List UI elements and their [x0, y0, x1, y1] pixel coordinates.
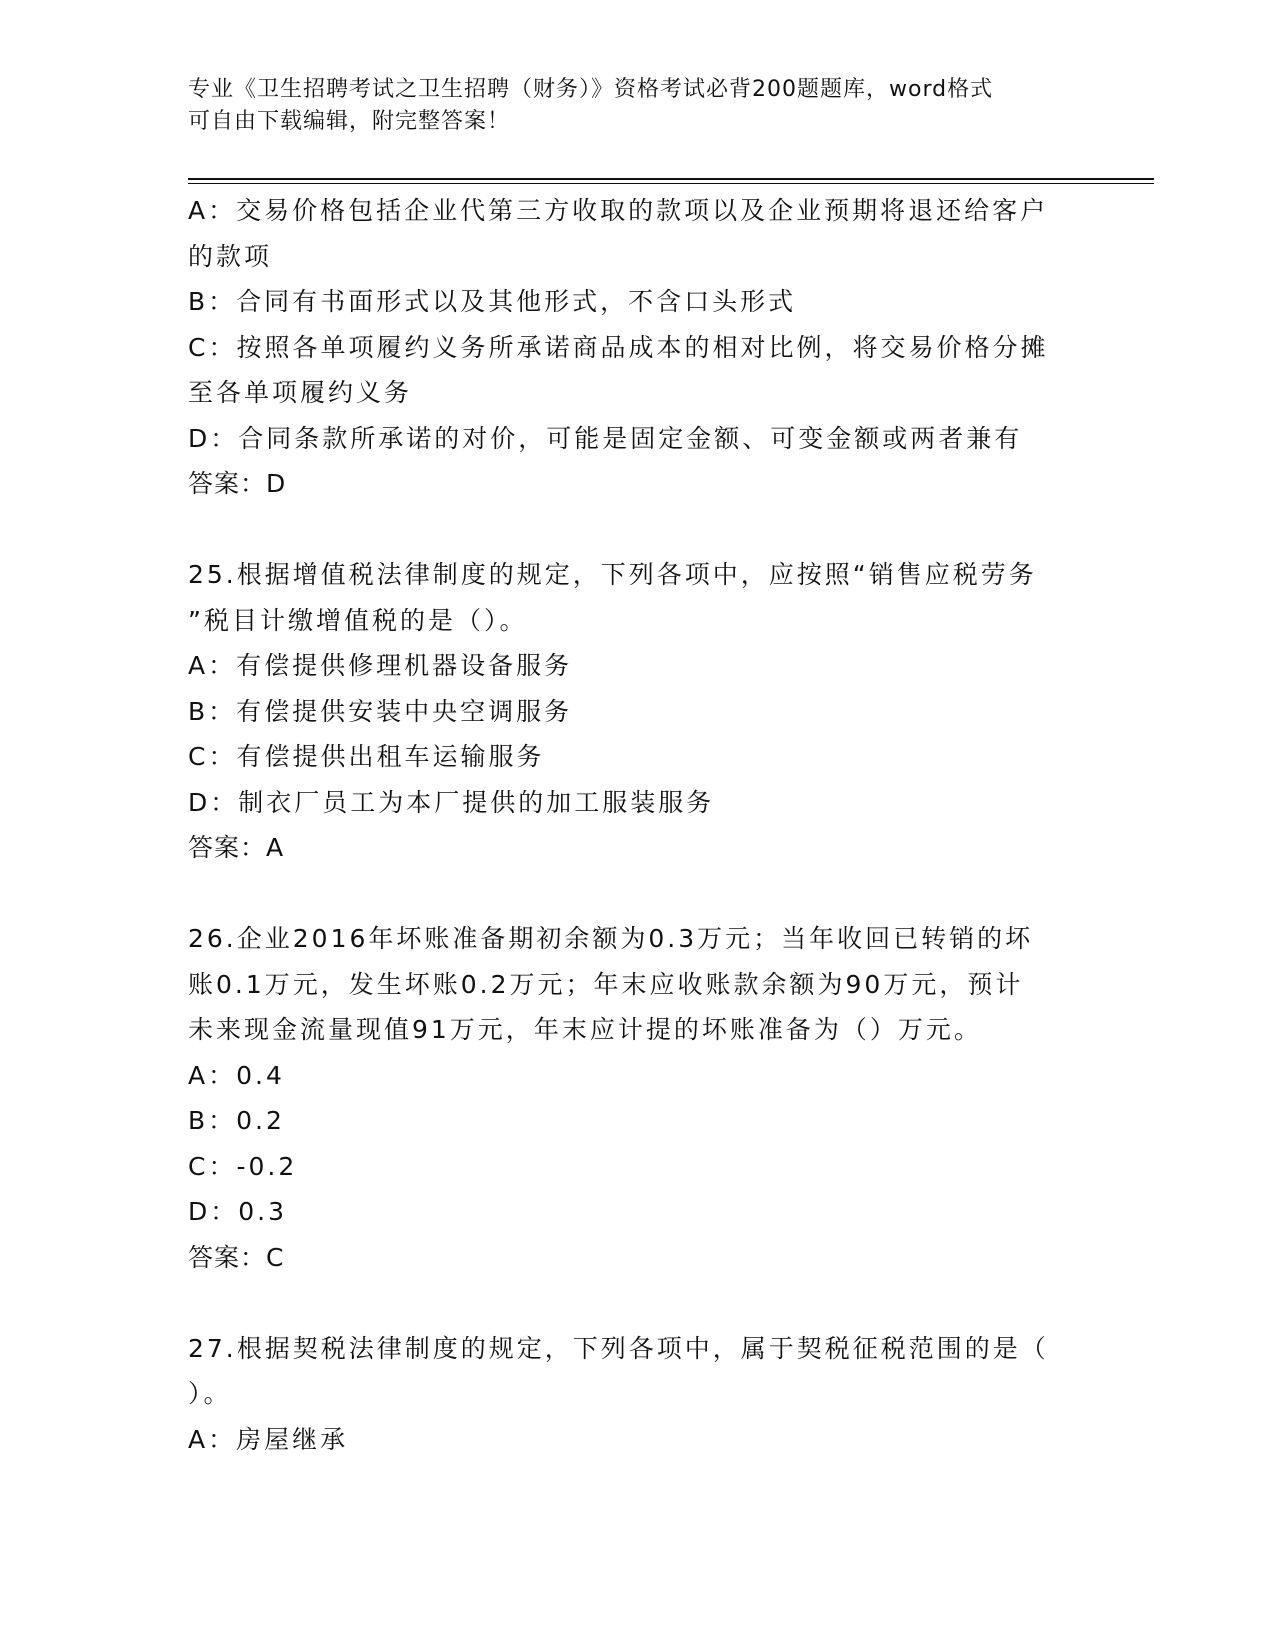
question-24-block	[188, 188, 1068, 507]
question-26-option-c: C：-0.2	[188, 1151, 298, 1181]
question-24-option-c-line-2: 至各单项履约义务	[188, 378, 413, 407]
question-25-option-c: C：有偿提供出租车运输服务	[188, 742, 545, 771]
question-26-option-a: A：0.4	[188, 1060, 285, 1090]
header-title-line-2: 可自由下载编辑，附完整答案！	[188, 109, 511, 134]
header-title-line-1: 专业《卫生招聘考试之卫生招聘（财务）》资格考试必背200题题库，word格式	[188, 77, 994, 102]
question-24-option-b: B：合同有书面形式以及其他形式，不含口头形式	[188, 287, 797, 316]
question-27-block	[188, 1326, 1068, 1463]
question-25-text-line-2: ”税目计缴增值税的是（）。	[188, 605, 528, 635]
question-25-answer: 答案：A	[188, 833, 285, 862]
question-26-option-d: D：0.3	[188, 1197, 288, 1226]
spacer	[188, 871, 1068, 917]
question-24-answer: 答案：D	[188, 469, 287, 498]
header-rule-thin	[188, 183, 1154, 184]
question-27-text-line-1: 27.根据契税法律制度的规定，下列各项中，属于契税征税范围的是（	[188, 1333, 1049, 1363]
question-24-option-a-line-1: A：交易价格包括企业代第三方收取的款项以及企业预期将退还给客户	[188, 196, 1049, 225]
question-26-option-b: B：0.2	[188, 1106, 285, 1135]
question-26-text-line-1: 26.企业2016年坏账准备期初余额为0.3万元；当年收回已转销的坏	[188, 924, 1034, 953]
question-26-text-line-2: 账0.1万元，发生坏账0.2万元；年末应收账款余额为90万元，预计	[188, 969, 1024, 999]
question-26-block	[188, 916, 1068, 1280]
question-27-text-line-2: ）。	[188, 1379, 232, 1408]
document-header	[188, 74, 1068, 138]
question-25-option-a: A：有偿提供修理机器设备服务	[188, 651, 573, 680]
question-24-option-a-line-2: 的款项	[188, 241, 273, 271]
header-rule-thick	[188, 178, 1154, 180]
spacer	[188, 1280, 1068, 1326]
question-26-text-line-3: 未来现金流量现值91万元，年末应计提的坏账准备为（）万元。	[188, 1015, 982, 1044]
question-27-option-a: A：房屋继承	[188, 1424, 349, 1454]
question-25-block	[188, 552, 1068, 871]
question-24-option-d: D：合同条款所承诺的对价，可能是固定金额、可变金额或两者兼有	[188, 423, 1023, 453]
question-25-option-b: B：有偿提供安装中央空调服务	[188, 696, 573, 726]
question-26-answer: 答案：C	[188, 1242, 285, 1272]
question-25-option-d: D：制衣厂员工为本厂提供的加工服装服务	[188, 787, 715, 817]
spacer	[188, 507, 1068, 553]
question-24-option-c-line-1: C：按照各单项履约义务所承诺商品成本的相对比例，将交易价格分摊	[188, 332, 1049, 362]
document-body	[188, 188, 1068, 1462]
question-25-text-line-1: 25.根据增值税法律制度的规定，下列各项中，应按照“销售应税劳务	[188, 560, 1037, 589]
